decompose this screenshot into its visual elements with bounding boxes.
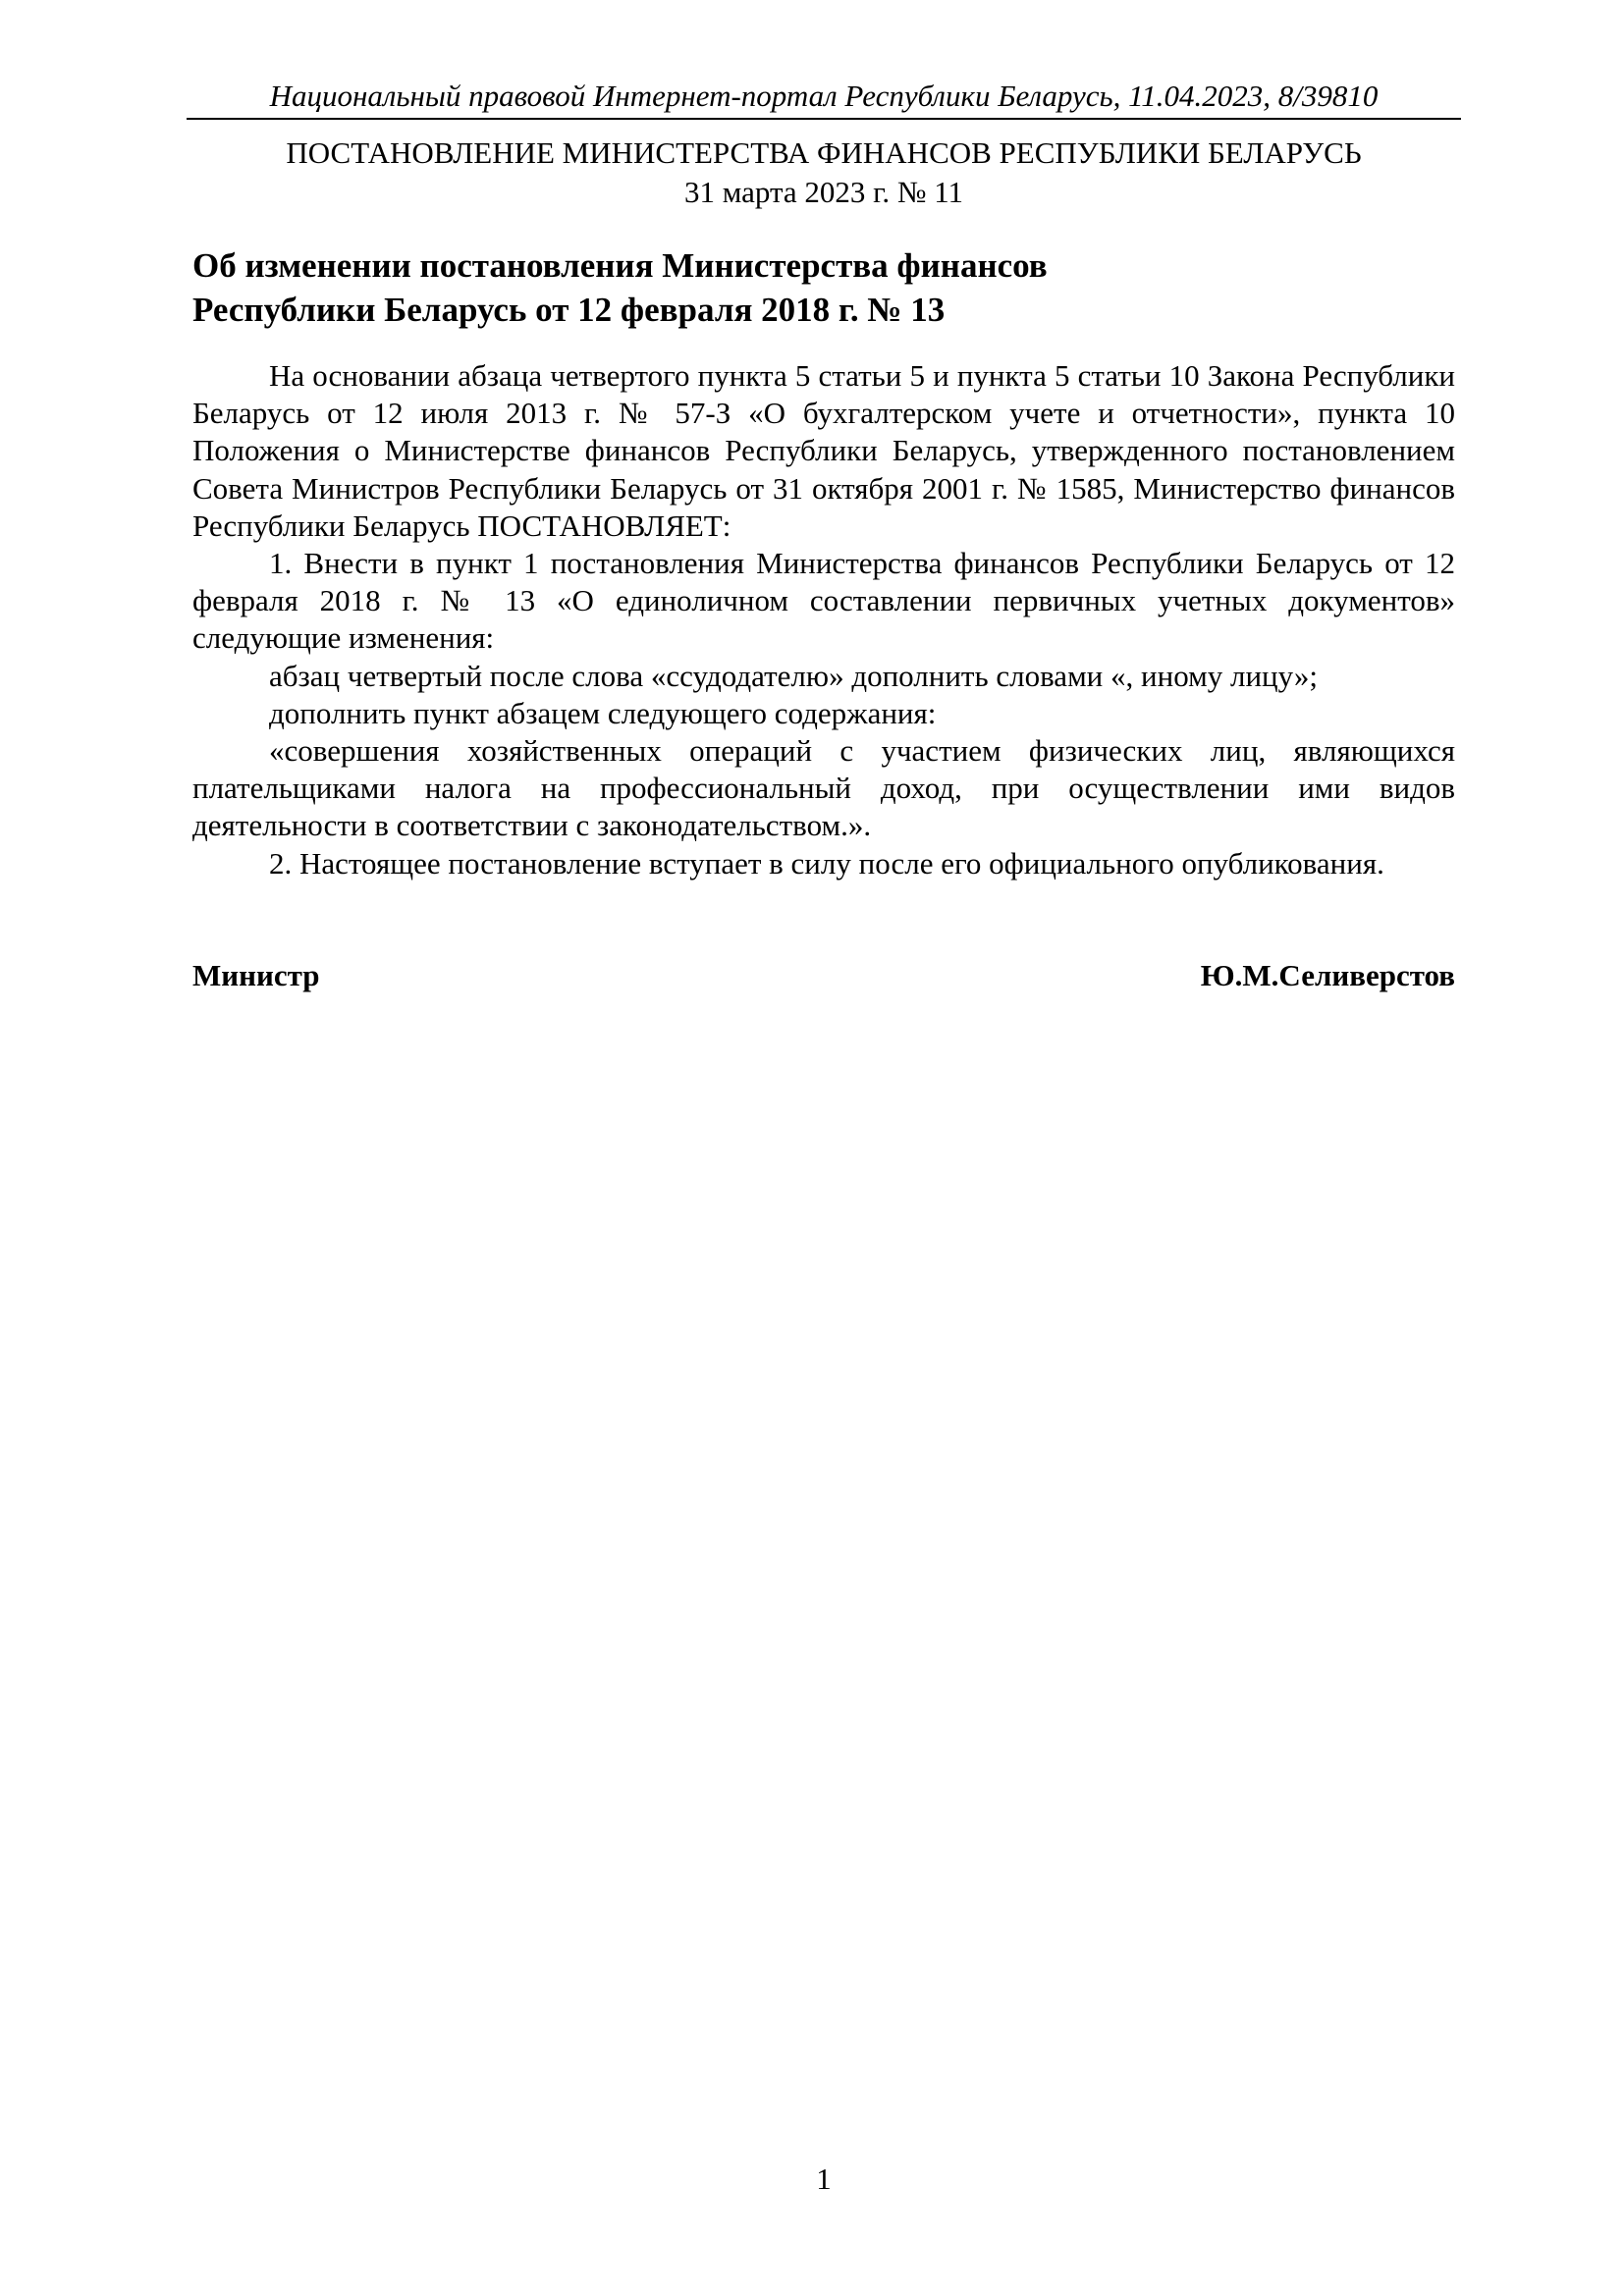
header-divider [187,118,1461,120]
document-body [192,357,1455,882]
page-number: 1 [816,2162,832,2196]
title-line: Республики Беларусь от 12 февраля 2018 г. № 13 [192,291,946,329]
portal-header: Национальный правовой Интернет-портал Республики Беларусь, 11.04.2023, 8/39810 [269,79,1379,113]
signature-block [192,956,1455,995]
document-date: 31 марта 2023 г. № 11 [683,175,964,209]
paragraph-item-1: 1. Внести в пункт 1 постановления Министерства финансов Республики Беларусь от 12 февраля 2018 г. № 13 «О единоличном составлении первичных учетных документов» следующие изменения: [192,546,1455,656]
paragraph-preamble: На основании абзаца четвертого пункта 5 статьи 5 и пункта 5 статьи 10 Закона Республики Беларусь от 12 июля 2013 г. № 57-З «О бухгалтерском учете и отчетности», пункта 10 Положения о Министерстве финансов Республики Беларусь, утвержденного постановлением Совета Министров Республики Беларусь от 31 октября 2001 г. № 1585, Министерство финансов Республики Беларусь ПОСТАНОВЛЯЕТ: [192,358,1455,543]
paragraph-change-2: дополнить пункт абзацем следующего содержания: [269,695,937,730]
title-line: Об изменении постановления Министерства финансов [192,246,1048,285]
signatory-position: Министр [192,958,320,992]
document-type: ПОСТАНОВЛЕНИЕ МИНИСТЕРСТВА ФИНАНСОВ РЕСПУБЛИКИ БЕЛАРУСЬ [286,135,1362,170]
paragraph-item-2: 2. Настоящее постановление вступает в силу после его официального опубликования. [269,845,1384,881]
signatory-name: Ю.М.Селиверстов [1200,958,1455,992]
paragraph-change-1: абзац четвертый после слова «ссудодателю» дополнить словами «, иному лицу»; [269,658,1319,693]
paragraph-new-clause: «совершения хозяйственных операций с участием физических лиц, являющихся плательщиками налога на профессиональный доход, при осуществлении ими видов деятельности в соответствии с законодательством.». [192,733,1455,843]
document-title [192,243,1455,332]
document-page [192,0,1455,2296]
